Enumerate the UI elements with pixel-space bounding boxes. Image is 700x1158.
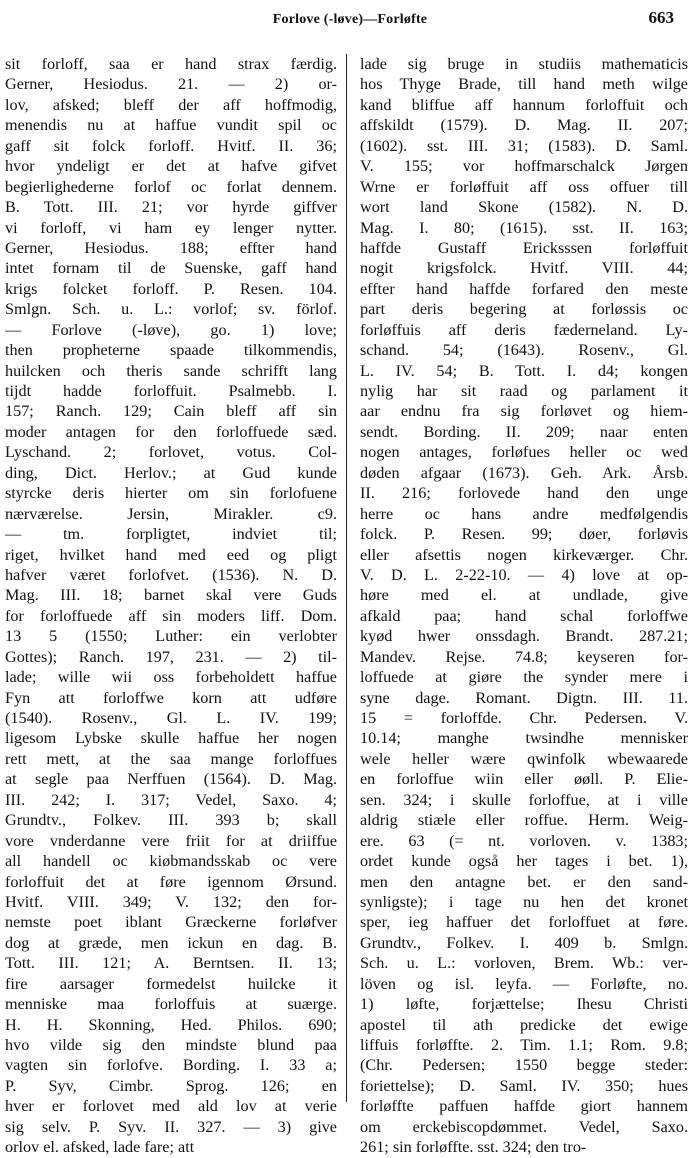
- text-line: moder antagen for den forloffuede sæd.: [5, 422, 337, 441]
- text-line: nogit krigsfolck. Hvitf. VIII. 44;: [360, 259, 688, 278]
- text-line: vi forloff, vi ham ey lenger nytter.: [5, 218, 337, 237]
- text-line: Grundtv., Folkev. III. 393 b; skall: [5, 811, 337, 830]
- text-line: 10.14; manghe twsindhe mennisker: [360, 729, 688, 748]
- text-line: hver er forlovet med ald lov at verie: [5, 1097, 337, 1116]
- text-line: afkald paa; hand schal forloffwe: [360, 606, 688, 625]
- text-line: ding, Dict. Herlov.; at Gud kunde: [5, 463, 337, 482]
- text-line: (Chr. Pedersen; 1550 begge steder:: [360, 1056, 688, 1075]
- text-line: part deris begering at forløssis oc: [360, 300, 688, 319]
- text-line: nogen antages, forløfues heller oc wed: [360, 443, 688, 462]
- text-line: sen. 324; i skulle forloffue, at i ville: [360, 790, 688, 809]
- text-line: vagten sin forlofve. Bording. I. 33 a;: [5, 1056, 337, 1075]
- text-line: 157; Ranch. 129; Cain bleff aff sin: [5, 402, 337, 421]
- text-line: kand bliffue aff hannum forloffuit och: [360, 95, 688, 114]
- text-line: tijdt hadde forloffuit. Psalmebb. I.: [5, 382, 337, 400]
- text-line: orlov el. afsked, lade fare; att: [5, 1138, 195, 1157]
- text-line: synligste); i tage nu hen det kronet: [360, 892, 688, 911]
- text-line: Gottes); Ranch. 197, 231. — 2) til-: [5, 647, 337, 666]
- text-line: hvor yndeligt er det at hafve gifvet: [5, 157, 337, 176]
- text-line: haffde Gustaff Ericksssen forløffuit: [360, 238, 688, 257]
- text-line: 261; sin forløffte. sst. 324; den tro-: [360, 1138, 587, 1157]
- text-line: sit forloff, saa er hand strax færdig.: [5, 55, 337, 73]
- text-line: löven og isl. leyfa. — Forløfte, no.: [360, 974, 688, 993]
- text-line: Mag. III. 18; barnet skal vere Guds: [5, 586, 337, 605]
- text-line: Mandev. Rejse. 74.8; keyseren for-: [360, 647, 688, 666]
- page-number: 663: [648, 8, 674, 27]
- text-line: L. IV. 54; B. Tott. I. d4; kongen: [360, 361, 688, 380]
- text-line: en forloffue wiin eller øøll. P. Elie-: [360, 770, 688, 789]
- text-line: — Forlove (-løve), go. 1) love;: [5, 320, 337, 339]
- text-line: aar endnu fra sig forløvet og hiem-: [360, 402, 688, 421]
- text-line: all handell oc kiøbmandsskab oc vere: [5, 852, 337, 871]
- text-line: menniske maa forloffuis at suærge.: [5, 995, 337, 1014]
- text-line: høre med el. at undlade, give: [360, 586, 688, 605]
- text-line: wele heller wære qwinfolk wbewaarede: [360, 749, 688, 768]
- text-line: herre oc hans andre medfølgendis: [360, 504, 688, 523]
- right-column: [360, 54, 688, 1158]
- text-line: then propheterne spaade tilkommendis,: [5, 341, 337, 360]
- text-line: lade; wille wii oss forbeholdett haffue: [5, 668, 337, 687]
- text-line: begierlighederne forlof oc forlat dennem.: [5, 177, 337, 196]
- text-line: 13 5 (1550; Luther: ein verlobter: [5, 627, 337, 646]
- text-line: eller afsettis nogen kirkeværger. Chr.: [360, 545, 688, 564]
- text-line: syne dage. Romant. Digtn. III. 11.: [360, 688, 688, 707]
- text-line: Tott. III. 121; A. Berntsen. II. 13;: [5, 954, 337, 973]
- text-line: riget, hvilket hand med eed og pligt: [5, 545, 337, 564]
- text-line: Grundtv., Folkev. I. 409 b. Smlgn.: [360, 933, 688, 952]
- text-line: Mag. I. 80; (1615). sst. II. 163;: [360, 218, 688, 237]
- text-line: rett mett, at the saa mange forloffues: [5, 749, 337, 768]
- text-line: dog at græde, men ickun en dag. B.: [5, 933, 337, 952]
- text-line: 1) løfte, forjættelse; Ihesu Christi: [360, 995, 688, 1014]
- text-line: Sch. u. L.: vorloven, Brem. Wb.: ver-: [360, 954, 688, 973]
- text-line: kyød hwer onssdagh. Brandt. 287.21;: [360, 627, 688, 646]
- text-line: men den antagne bet. er den sand-: [360, 872, 688, 891]
- text-line: huilcken och theris sande schrifft lang: [5, 361, 337, 380]
- text-line: Wrne er forløffuit aff oss offuer till: [360, 177, 688, 196]
- running-title: Forlove (-løve)—Forløfte: [272, 12, 428, 27]
- text-line: aldrig stiæle eller roffue. Herm. Weig-: [360, 811, 688, 830]
- text-line: om erckebiscopdømmet. Vedel, Saxo.: [360, 1117, 688, 1136]
- text-line: (1602). sst. III. 31; (1583). D. Saml.: [360, 136, 688, 155]
- text-line: sper, ieg haffuer det forloffuet at føre.: [360, 913, 688, 932]
- text-line: 15 = forloffde. Chr. Pedersen. V.: [360, 709, 688, 727]
- text-line: ordet kunde også her tages i bet. 1),: [360, 852, 688, 871]
- text-line: forløffuis aff deris fæderneland. Ly-: [360, 320, 688, 339]
- text-line: menendis nu at haffue vundit spil oc: [5, 116, 337, 135]
- text-line: affskildt (1579). D. Mag. II. 207;: [360, 116, 688, 135]
- text-line: liffuis forløffte. 2. Tim. 1.1; Rom. 9.8;: [360, 1036, 688, 1054]
- text-line: nærværelse. Jersin, Mirakler. c9.: [5, 504, 337, 523]
- text-line: sig selv. P. Syv. II. 327. — 3) give: [5, 1117, 337, 1136]
- text-line: B. Tott. III. 21; vor hyrde giffver: [5, 198, 337, 217]
- left-column: [5, 54, 337, 1158]
- running-header: [0, 6, 700, 36]
- text-line: styrcke deris hierter om sin forlofuene: [5, 484, 337, 503]
- text-line: for forloffuede aff sin moders liff. Dom.: [5, 606, 337, 625]
- text-line: døden afgaar (1673). Geh. Ark. Årsb.: [360, 463, 688, 482]
- text-line: Smlgn. Sch. u. L.: vorlof; sv. förlof.: [5, 300, 337, 319]
- text-line: vore vnderdanne vere friit for at driiffue: [5, 831, 337, 850]
- text-line: Fyn att forloffwe korn att udføre: [5, 688, 337, 707]
- text-line: sendt. Bording. II. 209; naar enten: [360, 422, 688, 441]
- text-line: at segle paa Nerffuen (1564). D. Mag.: [5, 770, 337, 789]
- text-line: Gerner, Hesiodus. 21. — 2) or-: [5, 75, 337, 94]
- text-line: nemste poet iblant Græckerne forløfver: [5, 913, 337, 932]
- text-line: foriettelse); D. Saml. IV. 350; hues: [360, 1076, 688, 1095]
- text-line: Hvitf. VIII. 349; V. 132; den for-: [5, 892, 337, 911]
- text-line: Gerner, Hesiodus. 188; effter hand: [5, 238, 337, 257]
- text-line: II. 216; forlovede hand den unge: [360, 484, 688, 503]
- text-line: nylig har sit raad og parlament it: [360, 382, 688, 400]
- text-line: III. 242; I. 317; Vedel, Saxo. 4;: [5, 790, 337, 809]
- text-line: hafver været forlofvet. (1536). N. D.: [5, 565, 337, 584]
- text-line: Lyschand. 2; forlovet, votus. Col-: [5, 443, 337, 462]
- text-line: fire aarsager formedelst huilcke it: [5, 974, 337, 993]
- text-line: hvo vilde sig den mindste blund paa: [5, 1036, 337, 1054]
- text-line: ligesom Lybske skulle haffue her nogen: [5, 729, 337, 748]
- text-line: wort land Skone (1582). N. D.: [360, 198, 688, 217]
- text-line: loffuede at giøre the synder mere i: [360, 668, 688, 687]
- text-line: forløffte paffuen haffde giort hannem: [360, 1097, 688, 1116]
- text-line: V. 155; vor hoffmarschalck Jørgen: [360, 157, 688, 176]
- text-line: apostel til ath predicke det ewige: [360, 1015, 688, 1034]
- text-line: intet fornam til de Suenske, gaff hand: [5, 259, 337, 278]
- text-line: forloffuit det at føre igennom Ørsund.: [5, 872, 337, 891]
- text-line: krigs folcket forloff. P. Resen. 104.: [5, 279, 337, 298]
- column-divider: [346, 54, 347, 1102]
- text-line: effter hand haffde forfared den meste: [360, 279, 688, 298]
- text-line: H. H. Skonning, Hed. Philos. 690;: [5, 1015, 337, 1034]
- text-line: hos Thyge Brade, till hand meth wilge: [360, 75, 688, 94]
- text-line: lov, afsked; bleff der aff hoffmodig,: [5, 95, 337, 114]
- text-line: schand. 54; (1643). Rosenv., Gl.: [360, 341, 688, 360]
- text-line: ere. 63 (= nt. vorloven. v. 1383;: [360, 831, 688, 850]
- text-line: folck. P. Resen. 99; døer, forløvis: [360, 525, 688, 544]
- text-line: lade sig bruge in studiis mathematicis: [360, 55, 688, 73]
- text-line: — tm. forpligtet, indviet til;: [5, 525, 337, 544]
- text-line: V. D. L. 2-22-10. — 4) love at op-: [360, 565, 688, 584]
- text-line: gaff sit folck forloff. Hvitf. II. 36;: [5, 136, 337, 155]
- text-line: (1540). Rosenv., Gl. L. IV. 199;: [5, 709, 337, 727]
- text-line: P. Syv, Cimbr. Sprog. 126; en: [5, 1076, 337, 1095]
